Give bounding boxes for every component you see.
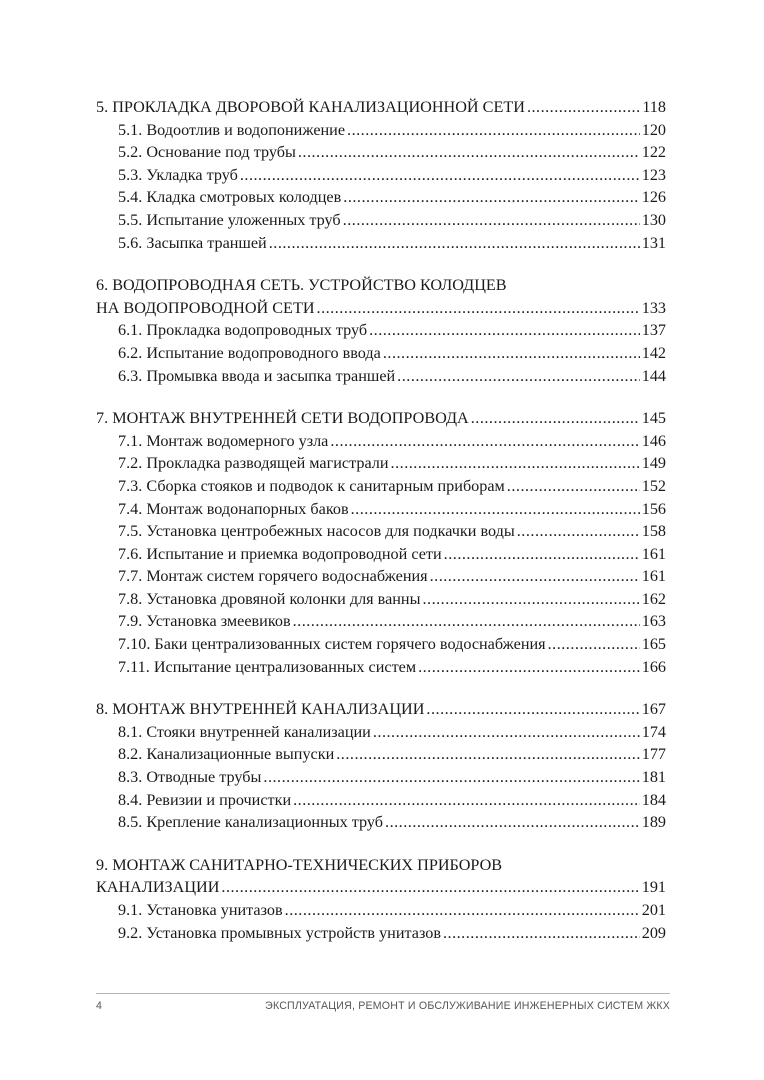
- toc-page-number: 131: [641, 233, 666, 252]
- dot-leader: [293, 610, 640, 633]
- dot-leader: [221, 876, 639, 899]
- toc-entry-label: 7.2. Прокладка разводящей магистрали: [118, 454, 389, 473]
- dot-leader: [343, 209, 640, 232]
- toc-entry[interactable]: [96, 520, 666, 543]
- toc-page-number: 142: [641, 343, 666, 362]
- dot-leader: [269, 232, 640, 255]
- toc-entry[interactable]: [96, 588, 666, 611]
- toc-page-number: 130: [641, 210, 666, 229]
- dot-leader: [336, 743, 639, 766]
- toc-page-number: 120: [641, 120, 666, 139]
- toc-entry[interactable]: [96, 164, 666, 187]
- toc-entry[interactable]: [96, 721, 666, 744]
- toc-heading-label: КАНАЛИЗАЦИИ: [96, 878, 220, 897]
- table-of-contents: [96, 96, 666, 964]
- footer-page-number: 4: [96, 1000, 103, 1012]
- dot-leader: [385, 811, 640, 834]
- toc-entry[interactable]: [96, 543, 666, 566]
- toc-heading[interactable]: [96, 876, 666, 899]
- toc-page-number: 118: [642, 98, 666, 116]
- toc-entry[interactable]: [96, 365, 666, 388]
- dot-leader: [317, 297, 640, 320]
- toc-section-9: [96, 854, 666, 944]
- dot-leader: [430, 565, 640, 588]
- dot-leader: [527, 96, 640, 119]
- toc-entry-label: 6.3. Промывка ввода и засыпка траншей: [118, 366, 396, 385]
- toc-entry[interactable]: [96, 232, 666, 255]
- toc-heading-label: 8. МОНТАЖ ВНУТРЕННЕЙ КАНАЛИЗАЦИИ: [96, 700, 425, 719]
- toc-heading-line[interactable]: 9. МОНТАЖ САНИТАРНО-ТЕХНИЧЕСКИХ ПРИБОРОВ: [96, 855, 503, 874]
- toc-entry-label: 7.10. Баки централизованных систем горячего водоснабжения: [118, 635, 546, 654]
- toc-entry-label: 8.4. Ревизии и прочистки: [118, 790, 292, 809]
- toc-entry[interactable]: [96, 899, 666, 922]
- toc-page-number: 149: [641, 454, 666, 473]
- toc-page-number: 122: [641, 143, 666, 162]
- toc-heading-line[interactable]: 6. ВОДОПРОВОДНАЯ СЕТЬ. УСТРОЙСТВО КОЛОДЦЕВ: [96, 276, 507, 295]
- toc-entry[interactable]: [96, 186, 666, 209]
- toc-entry-label: 5.3. Укладка труб: [118, 165, 238, 184]
- toc-page-number: 209: [641, 923, 666, 942]
- dot-leader: [351, 498, 640, 521]
- toc-page-number: 174: [641, 722, 666, 741]
- dot-leader: [426, 698, 639, 721]
- toc-page-number: 158: [641, 522, 666, 541]
- toc-page-number: 161: [641, 567, 666, 586]
- toc-entry-label: 7.1. Монтаж водомерного узла: [118, 431, 329, 450]
- toc-entry-label: 7.3. Сборка стояков и подводок к санитарным приборам: [118, 476, 505, 495]
- toc-page-number: 165: [641, 635, 666, 654]
- toc-page-number: 146: [641, 431, 666, 450]
- toc-entry-label: 7.7. Монтаж систем горячего водоснабжения: [118, 567, 428, 586]
- dot-leader: [517, 520, 640, 543]
- toc-entry-label: 7.4. Монтаж водонапорных баков: [118, 499, 349, 518]
- toc-page-number: 144: [641, 366, 666, 385]
- dot-leader: [240, 164, 640, 187]
- page-footer: [96, 1000, 670, 1012]
- dot-leader: [418, 656, 640, 679]
- toc-page-number: 163: [641, 612, 666, 631]
- toc-entry-label: 7.6. Испытание и приемка водопроводной сети: [118, 544, 442, 563]
- toc-entry-label: 8.5. Крепление канализационных труб: [118, 813, 384, 832]
- dot-leader: [397, 365, 640, 388]
- toc-page-number: 177: [641, 745, 666, 764]
- toc-entry[interactable]: [96, 565, 666, 588]
- toc-entry[interactable]: [96, 430, 666, 453]
- toc-page-number: 152: [641, 476, 666, 495]
- toc-entry-label: 9.1. Установка унитазов: [118, 901, 283, 919]
- toc-page-number: 189: [641, 813, 666, 832]
- toc-entry[interactable]: [96, 610, 666, 633]
- toc-page-number: 181: [641, 768, 666, 787]
- toc-page-number: 126: [641, 188, 666, 207]
- toc-heading[interactable]: [96, 297, 666, 320]
- dot-leader: [330, 430, 639, 453]
- dot-leader: [293, 789, 640, 812]
- toc-page-number: 137: [641, 321, 666, 340]
- dot-leader: [263, 766, 639, 789]
- toc-page-number: 184: [641, 790, 666, 809]
- toc-entry[interactable]: [96, 452, 666, 475]
- toc-section-8: [96, 698, 666, 834]
- toc-heading[interactable]: [96, 407, 666, 430]
- toc-section-7: [96, 407, 666, 678]
- toc-entry[interactable]: [96, 475, 666, 498]
- toc-entry-label: 5.2. Основание под трубы: [118, 143, 296, 162]
- toc-entry-label: 6.2. Испытание водопроводного ввода: [118, 343, 381, 362]
- dot-leader: [548, 633, 640, 656]
- toc-page-number: 145: [641, 409, 666, 428]
- dot-leader: [471, 407, 640, 430]
- toc-entry-label: 5.4. Кладка смотровых колодцев: [118, 188, 342, 207]
- toc-page-number: 133: [641, 298, 666, 317]
- toc-heading[interactable]: [96, 96, 666, 119]
- toc-section-6: [96, 274, 666, 387]
- toc-entry[interactable]: [96, 811, 666, 834]
- dot-leader: [422, 588, 639, 611]
- dot-leader: [347, 119, 640, 142]
- dot-leader: [443, 922, 640, 945]
- dot-leader: [391, 452, 640, 475]
- toc-page-number: 191: [641, 878, 666, 897]
- toc-entry-label: 7.11. Испытание централизованных систем: [118, 657, 417, 676]
- toc-heading-label: 7. МОНТАЖ ВНУТРЕННЕЙ СЕТИ ВОДОПРОВОДА: [96, 409, 469, 428]
- dot-leader: [343, 186, 639, 209]
- dot-leader: [373, 721, 640, 744]
- toc-page-number: 201: [641, 901, 666, 919]
- toc-entry[interactable]: [96, 766, 666, 789]
- dot-leader: [507, 475, 640, 498]
- toc-entry[interactable]: [96, 922, 666, 945]
- toc-entry[interactable]: [96, 633, 666, 656]
- toc-entry[interactable]: [96, 498, 666, 521]
- toc-entry[interactable]: [96, 319, 666, 342]
- toc-entry[interactable]: [96, 119, 666, 142]
- toc-entry-label: 6.1. Прокладка водопроводных труб: [118, 321, 368, 340]
- toc-entry-label: 8.1. Стояки внутренней канализации: [118, 722, 371, 741]
- toc-entry-label: 8.2. Канализационные выпуски: [118, 745, 335, 764]
- toc-entry-label: 7.9. Установка змеевиков: [118, 612, 291, 631]
- toc-heading-label: НА ВОДОПРОВОДНОЙ СЕТИ: [96, 298, 315, 317]
- dot-leader: [298, 141, 640, 164]
- toc-entry-label: 5.6. Засыпка траншей: [118, 233, 267, 252]
- toc-page-number: 156: [641, 499, 666, 518]
- toc-section-5: [96, 96, 666, 254]
- toc-page-number: 167: [641, 700, 666, 719]
- toc-page-number: 123: [641, 165, 666, 184]
- footer-running-title: ЭКСПЛУАТАЦИЯ, РЕМОНТ И ОБСЛУЖИВАНИЕ ИНЖЕНЕРНЫХ СИСТЕМ ЖКХ: [265, 1000, 670, 1012]
- toc-entry[interactable]: [96, 342, 666, 365]
- toc-entry[interactable]: [96, 141, 666, 164]
- toc-heading[interactable]: [96, 698, 666, 721]
- dot-leader: [285, 899, 640, 922]
- toc-entry-label: 7.8. Установка дровяной колонки для ванны: [118, 589, 421, 608]
- toc-entry[interactable]: [96, 656, 666, 679]
- footer-divider: [96, 993, 670, 994]
- toc-entry-label: 5.1. Водоотлив и водопонижение: [118, 120, 346, 139]
- toc-entry-label: 5.5. Испытание уложенных труб: [118, 210, 341, 229]
- toc-entry-label: 8.3. Отводные трубы: [118, 768, 262, 787]
- dot-leader: [383, 342, 640, 365]
- dot-leader: [369, 319, 640, 342]
- toc-page-number: 166: [641, 657, 666, 676]
- toc-entry-label: 7.5. Установка центробежных насосов для подкачки воды: [118, 522, 515, 541]
- toc-page-number: 161: [641, 544, 666, 563]
- toc-entry-label: 9.2. Установка промывных устройств унитазов: [118, 923, 441, 942]
- toc-entry[interactable]: [96, 789, 666, 812]
- dot-leader: [444, 543, 640, 566]
- toc-entry[interactable]: [96, 209, 666, 232]
- toc-heading-label: 5. ПРОКЛАДКА ДВОРОВОЙ КАНАЛИЗАЦИОННОЙ СЕТИ: [96, 98, 525, 116]
- toc-page-number: 162: [641, 589, 666, 608]
- toc-entry[interactable]: [96, 743, 666, 766]
